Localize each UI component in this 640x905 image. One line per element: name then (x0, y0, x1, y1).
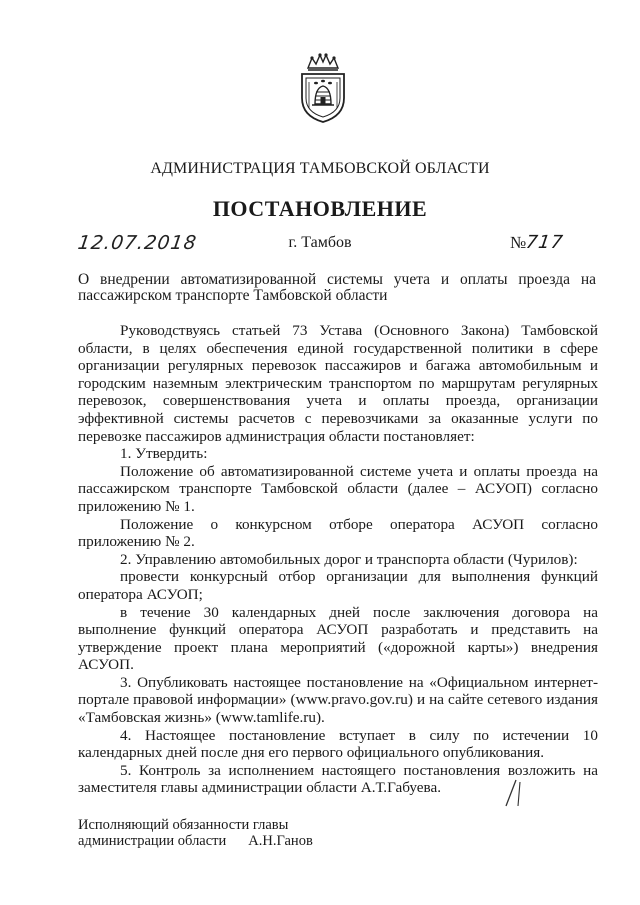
item-2-b-paragraph: в течение 30 календарных дней после заключения договора на выполнение функций оператора АСУОП разработать и представить на утверждение проект плана мероприятий («дорожной карты») внедрения АСУОП. (78, 603, 598, 674)
item-1-b-paragraph: Положение о конкурсном отборе оператора АСУОП согласно приложению № 2. (78, 515, 598, 551)
title-line-1: О внедрении автоматизированной системы учета и оплаты проезда на (78, 271, 596, 288)
document-body (78, 322, 598, 797)
item-4-paragraph: 4. Настоящее постановление вступает в силу по истечении 10 календарных дней после дня его первого официального опубликования. (78, 726, 598, 762)
number-value: 717 (524, 232, 566, 253)
signatory-name: А.Н.Ганов (248, 833, 313, 849)
preamble-paragraph: Руководствуясь статьей 73 Устава (Основного Закона) Тамбовской области, в целях обеспечения единой государственной политики в сфере организации регулярных перевозок пассажиров и багажа автомобильным и городским наземным электрическим транспортом по маршрутам регулярных перевозок, совершенствования учета и оплаты проезда, организации эффективной системы расчетов с перевозчиками за оказанные услуги по перевозке пассажиров администрация области постановляет: (78, 322, 598, 445)
signatory-position-line-2 (78, 833, 313, 849)
item-2-a-paragraph: провести конкурсный отбор организации для выполнения функций оператора АСУОП; (78, 568, 598, 603)
document-city: г. Тамбов (288, 234, 352, 251)
document-type: ПОСТАНОВЛЕНИЕ (212, 196, 428, 221)
item-1-a-paragraph: Положение об автоматизированной системе учета и оплаты проезда на пассажирском транспорте Тамбовской области (далее – АСУОП) согласно приложению № 1. (78, 462, 598, 515)
number-prefix: № (510, 233, 527, 252)
item-5-paragraph: 5. Контроль за исполнением настоящего постановления возложить на заместителя главы администрации области А.Т.Габуева. (78, 761, 598, 797)
signature-mark-icon (500, 778, 526, 808)
item-2-heading: 2. Управлению автомобильных дорог и транспорта области (Чурилов): (120, 550, 578, 568)
item-3-paragraph: 3. Опубликовать настоящее постановление на «Официальном интернет-портале правовой информации» (www.pravo.gov.ru) и на сайте сетевого издания «Тамбовская жизнь» (www.tamlife.ru). (78, 673, 598, 727)
tambov-coat-of-arms-icon (294, 52, 352, 124)
item-1-heading: 1. Утвердить: (120, 445, 208, 463)
signature-block (78, 817, 313, 849)
signatory-position-line-1: Исполняющий обязанности главы (78, 817, 289, 833)
signatory-position-text: администрации области (78, 833, 227, 849)
organization-name: АДМИНИСТРАЦИЯ ТАМБОВСКОЙ ОБЛАСТИ (150, 160, 490, 177)
document-title (78, 272, 596, 304)
document-number (510, 232, 564, 253)
title-line-2: пассажирском транспорте Тамбовской области (78, 287, 388, 304)
document-date: 12.07.2018 (76, 232, 199, 254)
